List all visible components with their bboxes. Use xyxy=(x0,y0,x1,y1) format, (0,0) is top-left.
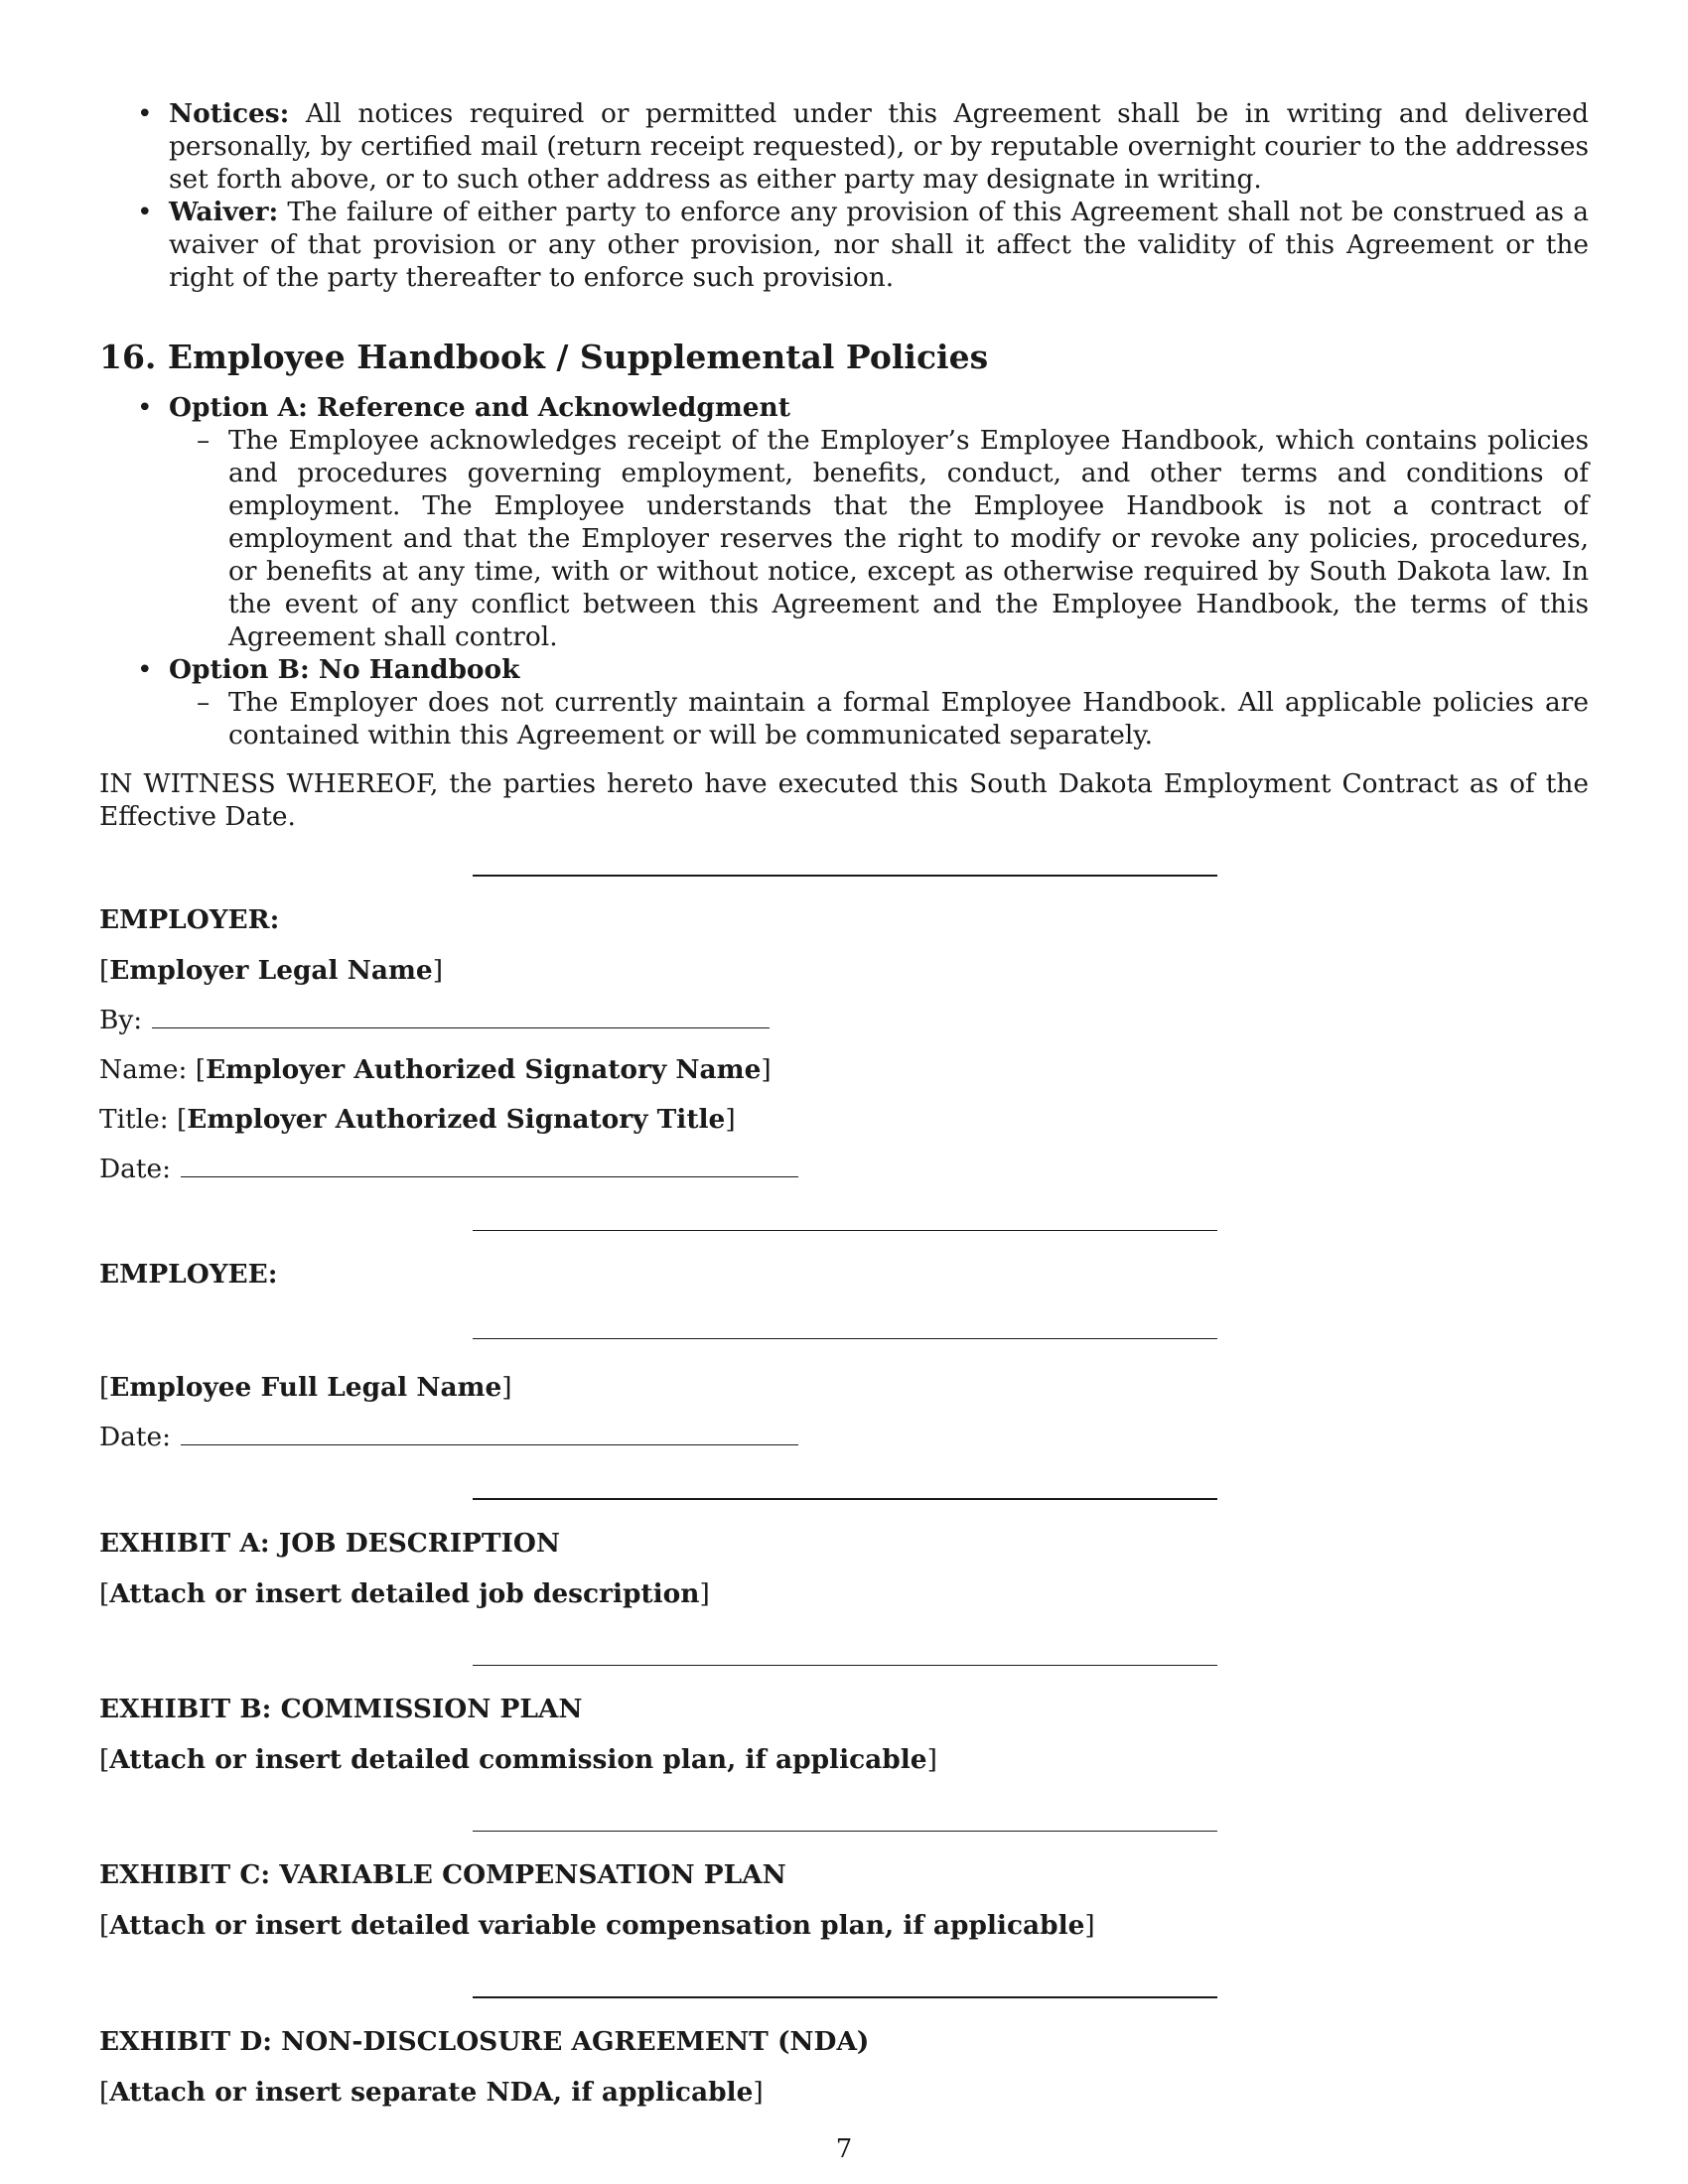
exhibit-b-note-text: Attach or insert detailed commission plan, if applicable xyxy=(109,1744,927,1775)
divider xyxy=(473,875,1217,877)
signatory-name: Employer Authorized Signatory Name xyxy=(206,1054,762,1085)
exhibit-d-heading: EXHIBIT D: NON-DISCLOSURE AGREEMENT (NDA) xyxy=(99,2026,870,2057)
employee-legal-name-value: Employee Full Legal Name xyxy=(109,1372,502,1403)
document-page xyxy=(99,97,1589,2117)
section-16-heading: 16. Employee Handbook / Supplemental Policies xyxy=(99,338,989,376)
witness-clause: IN WITNESS WHEREOF, the parties hereto have executed this South Dakota Employment Contract as of the Effective Date. xyxy=(99,768,1589,832)
employer-signature-line[interactable] xyxy=(152,1004,770,1028)
option-a-text: – The Employee acknowledges receipt of the Employer’s Employee Handbook, which contains policies and procedures governing employment, benefits, conduct, and other terms and conditions of employment. The Employee understands that the Employee Handbook is not a contract of employment and that the Employer reserves the right to modify or revoke any policies, procedures, or benefits at any time, with or without notice, except as otherwise required by South Dakota law. In the event of any conflict between this Agreement and the Employee Handbook, the terms of this Agreement shall control. xyxy=(169,424,1589,653)
option-a-label: Option A: Reference and Acknowledgment xyxy=(169,392,790,423)
option-b-sublist xyxy=(169,686,1589,751)
exhibit-b-heading: EXHIBIT B: COMMISSION PLAN xyxy=(99,1694,583,1724)
employee-heading: EMPLOYEE: xyxy=(99,1259,278,1290)
employer-name-line: Name: [Employer Authorized Signatory Name] xyxy=(99,1054,772,1085)
exhibit-a-note: [Attach or insert detailed job description] xyxy=(99,1578,710,1609)
provision-text: All notices required or permitted under this Agreement shall be in writing and delivered personally, by certified mail (return receipt requested), or by reputable overnight courier to the addresses set forth above, or to such other address as either party may designate in writing. xyxy=(169,98,1589,195)
option-b xyxy=(99,653,1589,751)
employer-date-field[interactable] xyxy=(181,1153,798,1177)
employee-date-line xyxy=(99,1413,1589,1462)
date-label: Date: xyxy=(99,1154,172,1184)
option-b-label: Option B: No Handbook xyxy=(169,654,520,685)
exhibit-a-heading: EXHIBIT A: JOB DESCRIPTION xyxy=(99,1528,561,1559)
divider xyxy=(473,1230,1217,1231)
provision-label: Notices: xyxy=(169,98,290,129)
provision-text: The failure of either party to enforce any provision of this Agreement shall not be construed as a waiver of that provision or any other provision, nor shall it affect the validity of this Agreement or the right of the party thereafter to enforce such provision. xyxy=(169,197,1589,293)
provisions-list xyxy=(99,97,1589,294)
exhibit-d-note-text: Attach or insert separate NDA, if applicable xyxy=(109,2077,754,2108)
handbook-options-list xyxy=(99,391,1589,751)
employer-legal-name-value: Employer Legal Name xyxy=(109,955,433,986)
page-number: 7 xyxy=(835,2134,853,2164)
by-label: By: xyxy=(99,1005,143,1035)
provision-label: Waiver: xyxy=(169,197,279,227)
name-label: Name: xyxy=(99,1054,188,1085)
exhibit-a-note-text: Attach or insert detailed job description xyxy=(109,1578,700,1609)
employee-legal-name: [Employee Full Legal Name] xyxy=(99,1372,512,1403)
divider xyxy=(473,1996,1217,1998)
exhibit-d-note: [Attach or insert separate NDA, if applicable] xyxy=(99,2077,764,2108)
employee-signature-rule[interactable] xyxy=(473,1338,1217,1339)
exhibit-c-note-text: Attach or insert detailed variable compensation plan, if applicable xyxy=(109,1910,1085,1941)
option-b-text: – The Employer does not currently maintain a formal Employee Handbook. All applicable policies are contained within this Agreement or will be communicated separately. xyxy=(169,686,1589,751)
exhibit-b-note: [Attach or insert detailed commission plan, if applicable] xyxy=(99,1744,937,1775)
divider xyxy=(473,1665,1217,1666)
option-a xyxy=(99,391,1589,653)
waiver-provision xyxy=(99,196,1589,294)
signatory-title: Employer Authorized Signatory Title xyxy=(187,1104,726,1135)
employer-title-line: Title: [Employer Authorized Signatory Title] xyxy=(99,1104,736,1135)
divider xyxy=(473,1831,1217,1832)
employee-date-field[interactable] xyxy=(181,1421,798,1445)
date-label: Date: xyxy=(99,1422,172,1452)
employer-by-line xyxy=(99,996,1589,1045)
divider xyxy=(473,1498,1217,1500)
title-label: Title: xyxy=(99,1104,169,1135)
option-a-sublist xyxy=(169,424,1589,653)
exhibit-c-heading: EXHIBIT C: VARIABLE COMPENSATION PLAN xyxy=(99,1859,786,1890)
exhibit-c-note: [Attach or insert detailed variable compensation plan, if applicable] xyxy=(99,1910,1095,1941)
notices-provision xyxy=(99,97,1589,196)
employer-legal-name: [Employer Legal Name] xyxy=(99,955,443,986)
employer-heading: EMPLOYER: xyxy=(99,904,280,935)
employer-date-line xyxy=(99,1145,1589,1194)
